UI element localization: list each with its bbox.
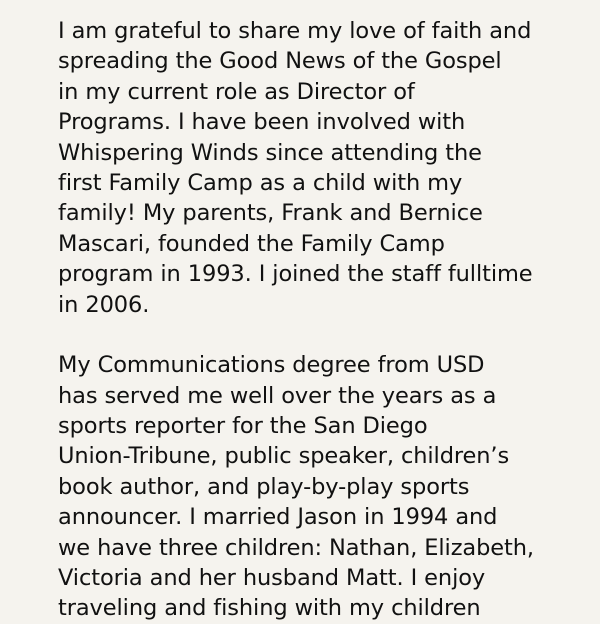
paragraph-1 xyxy=(58,16,598,320)
text-line: spreading the Good News of the Gospel xyxy=(58,48,502,75)
text-line: has served me well over the years as a xyxy=(58,382,497,409)
text-line-cut-off: traveling and fishing with my children xyxy=(58,595,481,622)
paragraph-gap xyxy=(58,320,598,350)
bio-text xyxy=(58,16,598,624)
text-line: in my current role as Director of xyxy=(58,78,415,105)
text-line: I am grateful to share my love of faith and xyxy=(58,18,532,44)
text-line: sports reporter for the San Diego xyxy=(58,413,428,440)
text-line: Union-Tribune, public speaker, children’s xyxy=(58,443,510,470)
text-line: program in 1993. I joined the staff fulltime xyxy=(58,261,533,288)
text-line: Mascari, founded the Family Camp xyxy=(58,230,445,257)
text-line: we have three children: Nathan, Elizabeth, xyxy=(58,534,534,561)
text-line: Whispering Winds since attending the xyxy=(58,139,482,166)
text-line: Programs. I have been involved with xyxy=(58,109,466,136)
text-line: family! My parents, Frank and Bernice xyxy=(58,200,483,227)
text-line: in 2006. xyxy=(58,291,150,318)
text-line: My Communications degree from USD xyxy=(58,352,485,379)
text-line: book author, and play-by-play sports xyxy=(58,473,470,500)
text-line: Victoria and her husband Matt. I enjoy xyxy=(58,565,486,592)
text-line: announcer. I married Jason in 1994 and xyxy=(58,504,498,531)
text-line: first Family Camp as a child with my xyxy=(58,169,463,196)
paragraph-2 xyxy=(58,350,598,624)
